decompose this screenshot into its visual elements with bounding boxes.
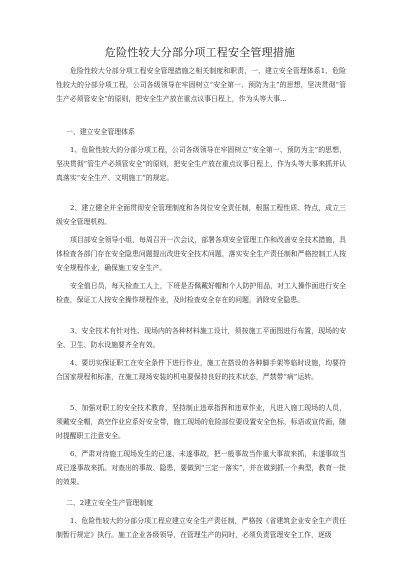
section-heading-2: 二、2建立安全生产管理制度 bbox=[66, 499, 154, 507]
section2-paragraph-1: 1、危险性较大的分部分项工程应建立安全生产责任制，严格按《省建筑企业安全生产责任制暂行规定》执行。施工企业各级领导，在管理生产的同时，必须负责管理安全工作，逐级 bbox=[56, 517, 346, 540]
section1-paragraph-6: 4、要切实保证职工在安全条件下进行作业，施工在搭设的各种脚手架等临时设施，均要符合国家规程和标准，在施工现场安装的机电要保持良好的技术状态，严禁带“病”运转。 bbox=[56, 359, 346, 382]
document-title: 危险性较大分部分项工程安全管理措施 bbox=[104, 46, 296, 59]
section1-paragraph-8: 6、严肃对待施工现场发生的已遂、未遂事故，把一般事故当作重大事故来抓，未遂事故当成已遂事故来抓。对查出的事故、隐患，要做到“三定一落实”，并在做到抓一个典型，教育一批的效果。 bbox=[56, 450, 346, 487]
section1-paragraph-1: 1、危险性较大的分部分项工程，公司各级领导在牢固树立“安全第一、预防为主”的思想，坚决贯彻“管生产必须管安全”的原则，把安全生产放在重点议事日程上，作为头等大事来抓并认真落实“安全生产、文明施工”的规定。 bbox=[56, 146, 346, 183]
section1-paragraph-4: 安全值日员，每天检查工人上，下班是否佩戴好帽和个人防护用品，对工人操作面进行安全检查，保证工人按安全操作规程作业，及时检查安全存在的问题，消除安全隐患。 bbox=[56, 282, 346, 305]
section1-paragraph-3: 项目部安全领导小组，每周召开一次会议，部署各项安全管理工作和改善安全技术措施，具体检查各部门存在安全隐患问题提出改进安全技术问题，落实安全生产责任制和严格控制工人按安全规程作业，确保施工安全生产。 bbox=[56, 236, 346, 273]
section-heading-1: 一、建立安全管理体系 bbox=[66, 128, 135, 136]
section1-paragraph-7: 5、加强对职工的安全技术教育，坚持制止违章指挥和违章作业，凡进入施工现场的人员，须戴安全帽，高空作业应系好安全带，施工现场的危险部位要设置安全色标，标语或宣传画，随时提醒职工注意安全。 bbox=[56, 404, 346, 441]
section1-paragraph-5: 3、安全技术有针对性、现场内的各种材料施工设计，须按施工平面图进行布置，现场的安全、卫生、防水设施要齐全有效。 bbox=[56, 327, 346, 350]
intro-paragraph: 危险性较大分部分项工程安全管理措施之相关制度和职责，一、建立安全管理体系1、危险性较大的分部分项工程，公司各级领导在牢固树立“安全第一、预防为主”的思想，坚决贯彻“管生产必须管安全”的原则，把安全生产放在重点议事日程上，作为头等大事... bbox=[56, 67, 346, 104]
section1-paragraph-2: 2、建立健全并全面贯彻安全管理制度和各岗位安全责任制，根据工程性质、特点，成立三级安全管理机构。 bbox=[56, 204, 346, 227]
